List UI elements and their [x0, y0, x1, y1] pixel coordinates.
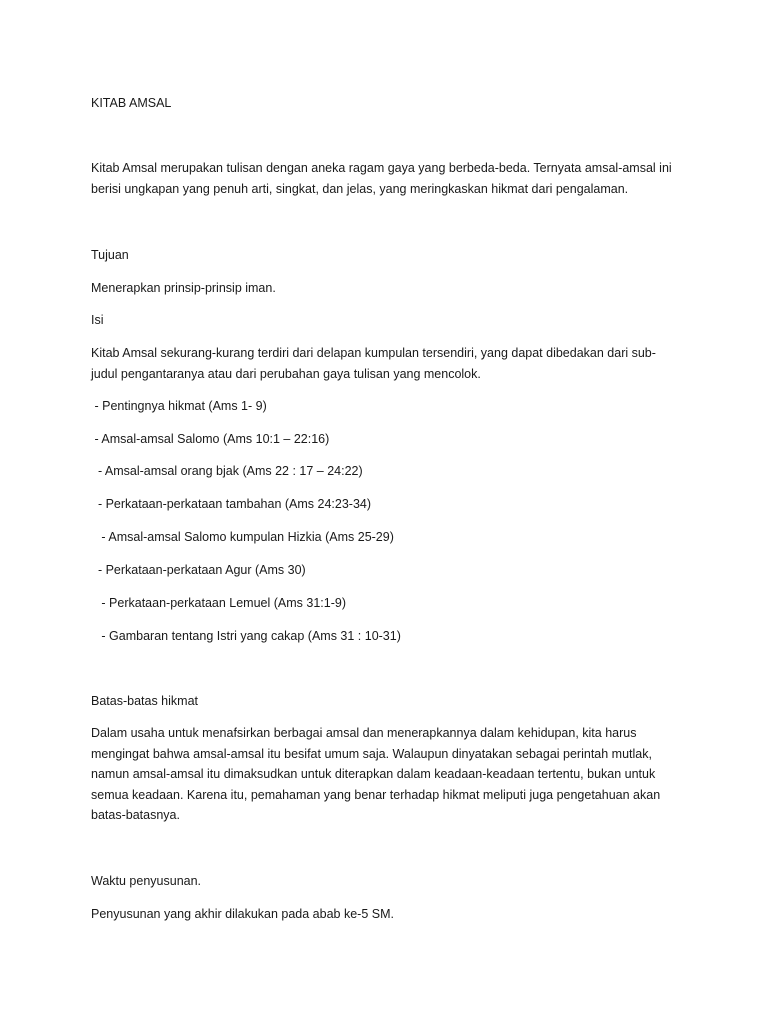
- waktu-heading: Waktu penyusunan.: [91, 874, 202, 888]
- intro-paragraph: [91, 158, 671, 199]
- waktu-text: Penyusunan yang akhir dilakukan pada abab ke-5 SM.: [91, 907, 394, 921]
- isi-paragraph: [91, 343, 671, 384]
- intro-line: Kitab Amsal merupakan tulisan dengan aneka ragam gaya yang berbeda-beda. Ternyata amsal-amsal ini: [91, 161, 672, 175]
- isi-line: Kitab Amsal sekurang-kurang terdiri dari delapan kumpulan tersendiri, yang dapat dibedakan dari sub-: [91, 346, 656, 360]
- list-item: - Amsal-amsal Salomo kumpulan Hizkia (Ams 25-29): [91, 530, 394, 544]
- list-item: - Gambaran tentang Istri yang cakap (Ams 31 : 10-31): [91, 629, 401, 643]
- isi-line: judul pengantaranya atau dari perubahan gaya tulisan yang mencolok.: [91, 366, 481, 381]
- document-title: KITAB AMSAL: [91, 96, 172, 110]
- batas-line: semua keadaan. Karena itu, pemahaman yang benar terhadap hikmat meliputi juga pengetahuan akan: [91, 787, 661, 802]
- list-item: - Amsal-amsal Salomo (Ams 10:1 – 22:16): [91, 432, 330, 446]
- batas-line: mengingat bahwa amsal-amsal itu besifat umum saja. Walaupun dinyatakan sebagai perintah mutlak,: [91, 746, 652, 761]
- list-item: - Amsal-amsal orang bjak (Ams 22 : 17 – 24:22): [91, 464, 363, 478]
- list-item: - Perkataan-perkataan Lemuel (Ams 31:1-9): [91, 596, 346, 610]
- list-item: - Perkataan-perkataan Agur (Ams 30): [91, 563, 306, 577]
- batas-line: namun amsal-amsal itu dimaksudkan untuk diterapkan dalam keadaan-keadaan tertentu, bukan untuk: [91, 767, 656, 781]
- batas-paragraph: [91, 723, 671, 826]
- tujuan-text: Menerapkan prinsip-prinsip iman.: [91, 281, 276, 295]
- list-item: - Perkataan-perkataan tambahan (Ams 24:23-34): [91, 497, 372, 511]
- isi-heading: Isi: [91, 313, 104, 327]
- batas-heading: Batas-batas hikmat: [91, 694, 198, 708]
- list-item: - Pentingnya hikmat (Ams 1- 9): [91, 399, 267, 413]
- tujuan-heading: Tujuan: [91, 248, 129, 262]
- batas-line: batas-batasnya.: [91, 808, 180, 822]
- intro-line: berisi ungkapan yang penuh arti, singkat, dan jelas, yang meringkaskan hikmat dari pengalaman.: [91, 181, 629, 196]
- batas-line: Dalam usaha untuk menafsirkan berbagai amsal dan menerapkannya dalam kehidupan, kita harus: [91, 726, 637, 740]
